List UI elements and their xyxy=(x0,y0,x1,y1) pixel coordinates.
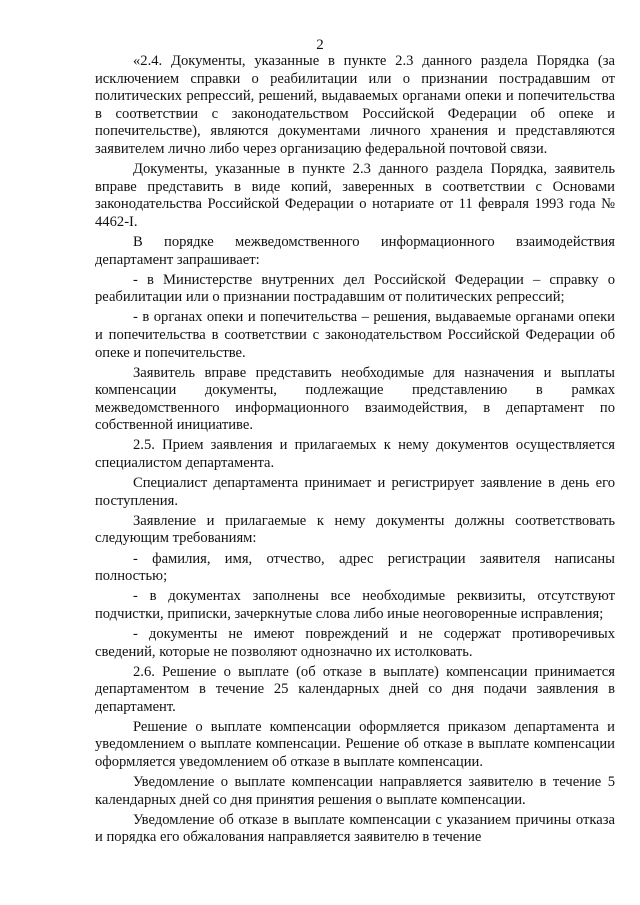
paragraph-own-initiative: Заявитель вправе представить необходимые для назначения и выплаты компенсации документы, подлежащие представлению в рамках межведомственного информационного взаимодействия, в департамент по собственной инициативе. xyxy=(95,364,615,434)
paragraph-interagency-request: В порядке межведомственного информационного взаимодействия департамент запрашивает: xyxy=(95,233,615,268)
paragraph-2-5-reception: 2.5. Прием заявления и прилагаемых к нему документов осуществляется специалистом департамента. xyxy=(95,437,615,472)
list-item-required-details: - в документах заполнены все необходимые реквизиты, отсутствуют подчистки, приписки, зачеркнутые слова либо иные неоговоренные исправления; xyxy=(95,588,615,622)
paragraph-registration: Специалист департамента принимает и регистрирует заявление в день его поступления. xyxy=(95,475,615,509)
list-item-guardianship-bodies: - в органах опеки и попечительства – решения, выдаваемые органами опеки и попечительства в соответствии с законодательством Российской Федерации об опеке и попечительстве. xyxy=(95,309,615,361)
paragraph-requirements: Заявление и прилагаемые к нему документы должны соответствовать следующим требованиям: xyxy=(95,512,615,547)
list-item-full-name: - фамилия, имя, отчество, адрес регистрации заявителя написаны полностью; xyxy=(95,550,615,585)
list-item-ministry-interior: - в Министерстве внутренних дел Российской Федерации – справку о реабилитации или о признании пострадавшим от политических репрессий; xyxy=(95,271,615,306)
paragraph-2-6-decision: 2.6. Решение о выплате (об отказе в выплате) компенсации принимается департаментом в течение 25 календарных дней со дня подачи заявления в департамент. xyxy=(95,663,615,715)
document-body xyxy=(95,53,615,850)
paragraph-2-4-personal-documents: «2.4. Документы, указанные в пункте 2.3 данного раздела Порядка (за исключением справки о реабилитации или о признании пострадавшим от политических репрессий, решений, выдаваемых органами опеки и попечительства в соответствии с законодательством Российской Федерации об опеке и попечительстве), являются документами личного хранения и представляются заявителем лично либо через организацию федеральной почтовой связи. xyxy=(95,53,615,157)
paragraph-certified-copies: Документы, указанные в пункте 2.3 данного раздела Порядка, заявитель вправе представить в виде копий, заверенных в соответствии с Основами законодательства Российской Федерации о нотариате от 11 февраля 1993 года № 4462-I. xyxy=(95,161,615,230)
paragraph-refusal-notice: Уведомление об отказе в выплате компенсации с указанием причины отказа и порядка его обжалования направляется заявителю в течение xyxy=(95,811,615,846)
paragraph-payment-notice: Уведомление о выплате компенсации направляется заявителю в течение 5 календарных дней со дня принятия решения о выплате компенсации. xyxy=(95,774,615,808)
page-number: 2 xyxy=(316,37,324,53)
list-item-no-damage: - документы не имеют повреждений и не содержат противоречивых сведений, которые не позволяют однозначно их истолковать. xyxy=(95,625,615,660)
paragraph-decision-format: Решение о выплате компенсации оформляется приказом департамента и уведомлением о выплате компенсации. Решение об отказе в выплате компенсации оформляется уведомлением об отказе в выплате компенсации. xyxy=(95,718,615,771)
